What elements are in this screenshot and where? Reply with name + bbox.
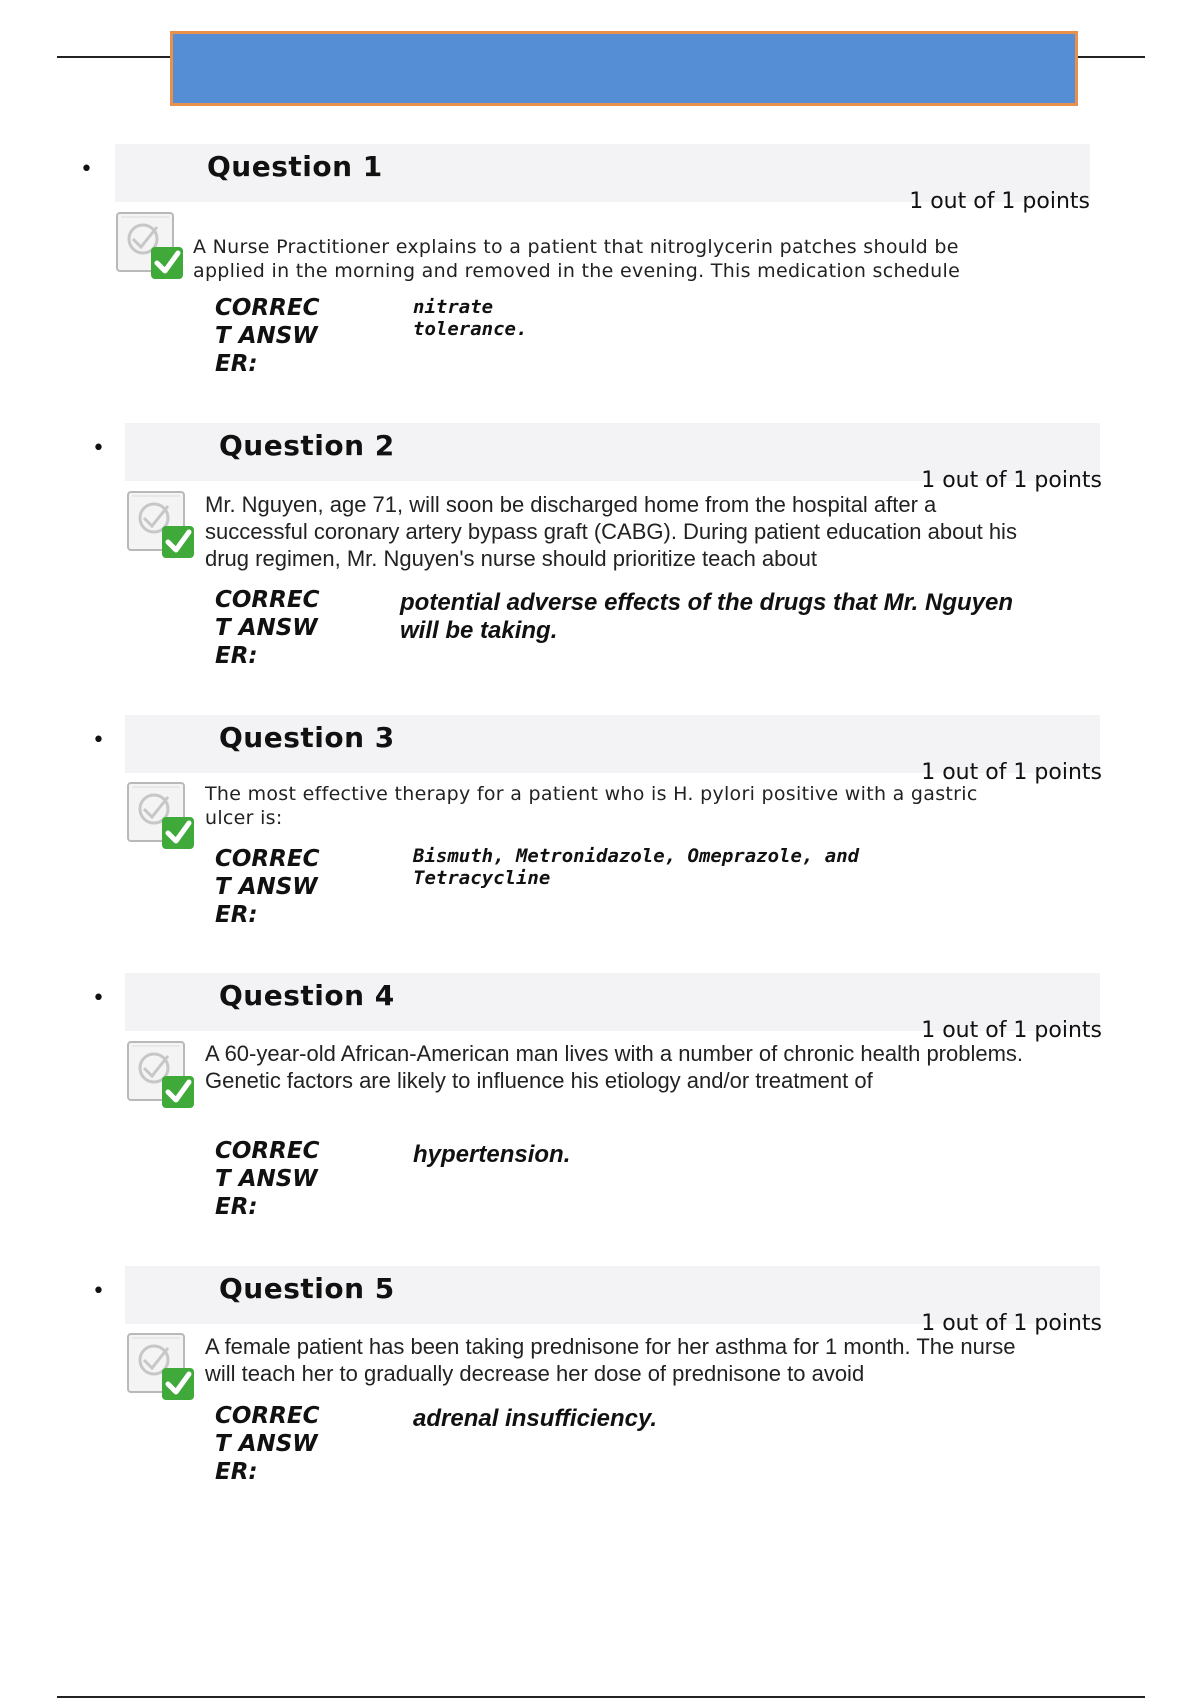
bullet: • [80,157,93,182]
question-text: A Nurse Practitioner explains to a patient that nitroglycerin patches should be applied in the morning and removed in the evening. This medication schedule [193,236,961,282]
question-text: A 60-year-old African-American man lives with a number of chronic health problems. Genetic factors are likely to influence his etiology and/or treatment of [205,1041,1024,1093]
points-label: 1 out of 1 points [921,468,1102,493]
points-label: 1 out of 1 points [921,1018,1102,1043]
bullet: • [92,986,105,1011]
correct-answer-text: adrenal insufficiency. [413,1405,658,1432]
correct-check-icon [115,211,185,281]
points-label: 1 out of 1 points [921,760,1102,785]
question-title: Question 5 [219,1272,395,1305]
question-text: The most effective therapy for a patient who is H. pylori positive with a gastric ulcer is: [205,783,978,829]
question-text: A female patient has been taking prednisone for her asthma for 1 month. The nurse will teach her to gradually decrease her dose of prednisone to avoid [205,1334,1016,1386]
correct-answer-text: potential adverse effects of the drugs that Mr. Nguyen will be taking. [400,589,1014,644]
correct-answer-text: nitrate tolerance. [413,296,528,340]
bottom-rule [57,1696,1145,1698]
question-title: Question 4 [219,979,395,1012]
correct-answer-label: CORRECT ANSWER: [215,1138,320,1220]
question-title: Question 2 [219,429,395,462]
correct-check-icon [126,781,196,851]
correct-answer-text: hypertension. [413,1141,571,1168]
correct-check-icon [126,490,196,560]
correct-answer-label: CORRECT ANSWER: [215,587,320,669]
header-banner [170,31,1078,106]
correct-answer-label: CORRECT ANSWER: [215,846,320,928]
correct-check-icon [126,1332,196,1402]
points-label: 1 out of 1 points [921,1311,1102,1336]
question-text: Mr. Nguyen, age 71, will soon be discharged home from the hospital after a successful coronary artery bypass graft (CABG). During patient education about his drug regimen, Mr. Nguyen's nurse should prioritize teach about [205,492,1017,571]
question-title: Question 1 [207,150,383,183]
correct-check-icon [126,1040,196,1110]
correct-answer-label: CORRECT ANSWER: [215,1403,320,1485]
correct-answer-text: Bismuth, Metronidazole, Omeprazole, and Tetracycline [413,845,860,889]
bullet: • [92,1279,105,1304]
question-title: Question 3 [219,721,395,754]
correct-answer-label: CORRECT ANSWER: [215,295,320,377]
points-label: 1 out of 1 points [909,189,1090,214]
bullet: • [92,436,105,461]
bullet: • [92,728,105,753]
